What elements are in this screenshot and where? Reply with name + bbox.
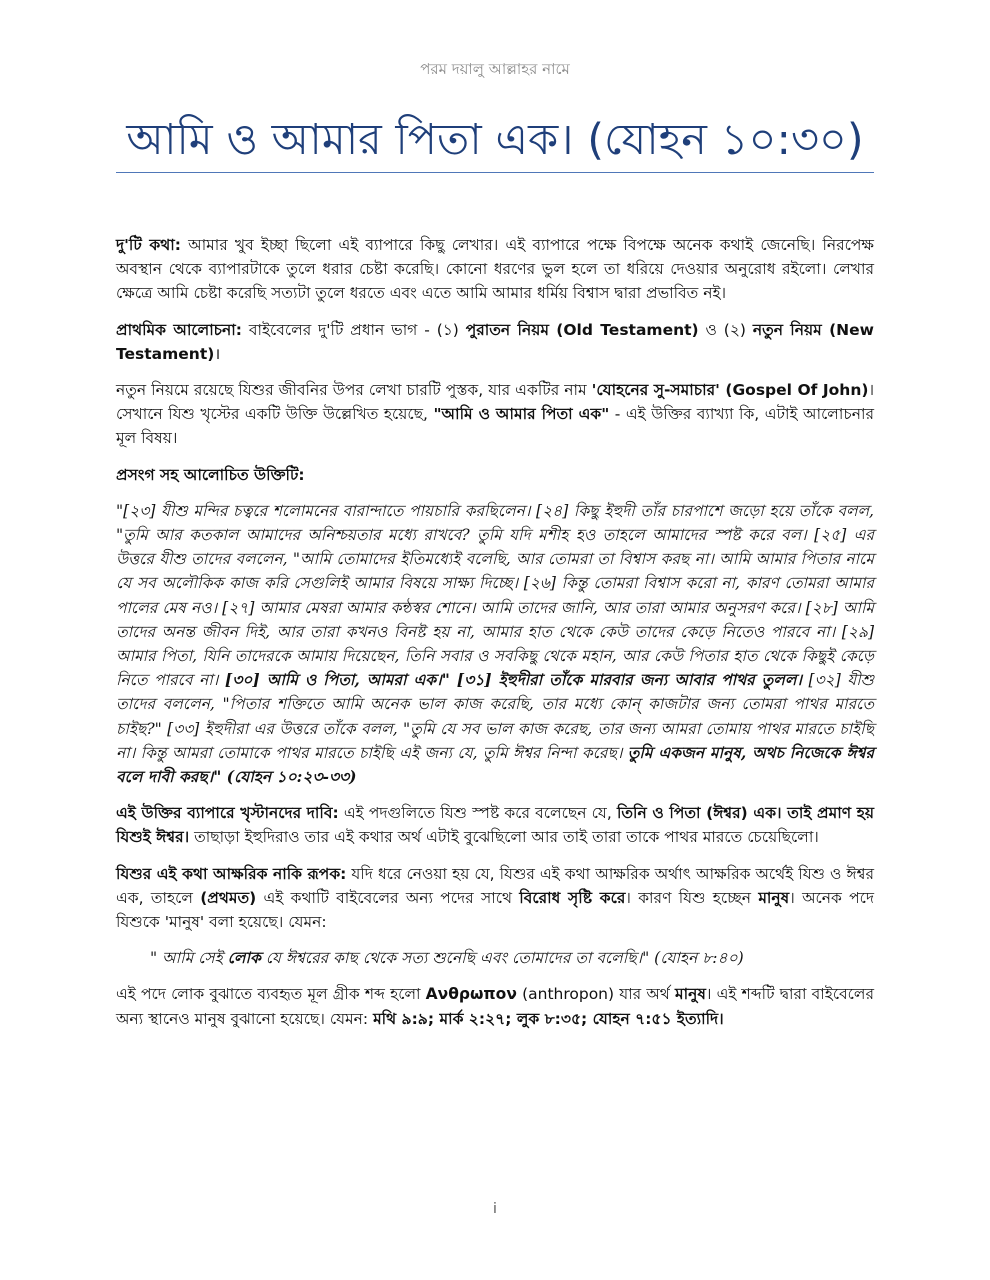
title-divider bbox=[116, 172, 874, 173]
text-span: । সেখানে যিশু খৃস্টের একটি উক্তি উল্লেখিত হয়েছে, bbox=[116, 381, 874, 424]
paragraph-label: প্রাথমিক আলোচনা: bbox=[116, 320, 242, 339]
text-span: - এই উক্তির ব্যাখ্যা কি, এটাই আলোচনার মূল বিষয়। bbox=[116, 405, 874, 448]
greek-word: Ανθρωπον bbox=[425, 985, 517, 1004]
paragraph-context-heading bbox=[116, 463, 874, 487]
scripture-quote-short bbox=[150, 946, 874, 970]
old-testament-label: পুরাতন নিয়ম (Old Testament) bbox=[465, 320, 699, 339]
paragraph-label: যিশুর এই কথা আক্ষরিক নাকি রূপক: bbox=[116, 864, 347, 883]
text-span: । এই শব্দটি দ্বারা বাইবেলের অন্য স্থানেও মানুষ বুঝানো হয়েছে। যেমন: bbox=[116, 985, 874, 1028]
text-span: (anthropon) যার অর্থ bbox=[516, 985, 675, 1004]
text-span: [৩২] যীশু তাদের বললেন, "পিতার শক্তিতে আমি অনেক ভাল কাজ করেছি, তার মধ্যে কোন্ কাজটার জন্য তোমরা পাথর মারতে চাইছ?" [৩৩] ইহুদীরা এর উত্তরে তাঁকে বলল, "তুমি যে সব ভাল কাজ করেছ, তার জন্য আমরা তোমায় পাথর মারতে চাইছি না। কিন্তু আমরা তোমাকে পাথর মারতে চাইছি এই জন্য যে, তুমি ঈশ্বর নিন্দা করেছ। bbox=[116, 671, 875, 762]
section-heading: প্রসংগ সহ আলোচিত উক্তিটি: bbox=[116, 465, 305, 484]
emphasis: (প্রথমত) bbox=[200, 888, 257, 907]
emphasis: মানুষ bbox=[758, 888, 790, 907]
page-title: আমি ও আমার পিতা এক। (যোহন ১০:৩০) bbox=[126, 115, 864, 165]
gospel-name: 'যোহনের সু-সমাচার' (Gospel Of John) bbox=[591, 381, 869, 400]
document-body bbox=[116, 233, 874, 1043]
text-span: । কারণ যিশু হচ্ছেন bbox=[625, 888, 759, 907]
emphasis: মানুষ bbox=[674, 985, 706, 1004]
text-span: নতুন নিয়মে রয়েছে যিশুর জীবনির উপর লেখা চারটি পুস্তক, যার একটির নাম bbox=[116, 381, 592, 400]
quote-emphasis: তুমি একজন মানুষ, অথচ নিজেকে ঈশ্বর বলে দাবী করছ।" (যোহন ১০:২৩-৩৩) bbox=[116, 742, 874, 787]
text-span: এই কথাটি বাইবেলের অন্য পদের সাথে bbox=[256, 888, 520, 907]
paragraph-label: এই উক্তির ব্যাপারে খৃস্টানদের দাবি: bbox=[116, 804, 339, 823]
paragraph-greek-word bbox=[116, 982, 874, 1030]
text-span: যদি ধরে নেওয়া হয় যে, যিশুর এই কথা আক্ষরিক অর্থাৎ আক্ষরিক অর্থেই যিশু ও ঈশ্বর এক, তাহলে bbox=[116, 864, 874, 907]
text-span: বাইবেলের দু'টি প্রধান ভাগ - (১) bbox=[242, 320, 466, 339]
emphasis: বিরোধ সৃষ্টি করে bbox=[519, 888, 626, 907]
references: মথি ৯:৯; মার্ক ২:২৭; লুক ৮:৩৫; যোহন ৭:৫১ ইত্যাদি। bbox=[373, 1009, 724, 1028]
paragraph-literal-or-metaphor bbox=[116, 862, 874, 935]
text-span: যে ঈশ্বরের কাছ থেকে সত্য শুনেছি এবং তোমাদের তা বলেছি।" (যোহন ৮:৪০) bbox=[260, 949, 744, 968]
text-span: " আমি সেই bbox=[150, 949, 228, 968]
paragraph-gospel bbox=[116, 378, 874, 451]
text-span: এই পদে লোক বুঝাতে ব্যবহৃত মূল গ্রীক শব্দ হলো bbox=[116, 985, 426, 1004]
key-quote: "আমি ও আমার পিতা এক" bbox=[433, 405, 610, 424]
paragraph-christian-claim bbox=[116, 801, 874, 849]
page-number: i bbox=[493, 1201, 497, 1217]
paragraph-text: আমার খুব ইচ্ছা ছিলো এই ব্যাপারে কিছু লেখার। এই ব্যাপারে পক্ষে বিপক্ষে অনেক কথাই জেনেছি। নিরপেক্ষ অবস্থান থেকে ব্যাপারটাকে তুলে ধরার চেষ্টা করেছি। কোনো ধরণের ভুল হলে তা ধরিয়ে দেওয়ার অনুরোধ রইলো। লেখার ক্ষেত্রে আমি চেষ্টা করেছি সত্যটা তুলে ধরতে এবং এতে আমি আমার ধর্মিয় বিশ্বাস দ্বারা প্রভাবিত নই। bbox=[116, 236, 874, 303]
emphasis: লোক bbox=[227, 948, 261, 968]
paragraph-label: দু'টি কথা: bbox=[116, 236, 181, 254]
paragraph-intro bbox=[116, 233, 874, 306]
claim-emphasis: তিনি ও পিতা (ঈশ্বর) এক। তাই প্রমাণ হয় যিশুই ঈশ্বর। bbox=[116, 804, 875, 847]
page-header: পরম দয়ালু আল্লাহর নামে bbox=[420, 60, 570, 78]
new-testament-label: নতুন নিয়ম (New Testament) bbox=[116, 320, 874, 363]
paragraph-preliminary bbox=[116, 318, 874, 366]
text-span: । অনেক পদে যিশুকে 'মানুষ' বলা হয়েছে। যেমন: bbox=[116, 888, 874, 932]
text-span: । bbox=[214, 344, 221, 363]
text-span: এই পদগুলিতে যিশু স্পষ্ট করে বলেছেন যে, bbox=[338, 804, 617, 823]
text-span: তাছাড়া ইহুদিরাও তার এই কথার অর্থ এটাই বুঝেছিলো আর তাই তারা তাকে পাথর মারতে চেয়েছিলো। bbox=[189, 828, 819, 847]
scripture-quote bbox=[116, 499, 874, 789]
quote-emphasis: [৩০] আমি ও পিতা, আমরা এক।" [৩১] ইহুদীরা তাঁকে মারবার জন্য আবার পাথর তুলল। bbox=[224, 670, 802, 690]
text-span: ও (২) bbox=[698, 320, 753, 339]
text-span: "[২৩] যীশু মন্দির চত্বরে শলোমনের বারান্দাতে পায়চারি করছিলেন। [২৪] কিছু ইহুদী তাঁর চারপাশে জড়ো হয়ে তাঁকে বলল, "তুমি আর কতকাল আমাদের অনিশ্চয়তার মধ্যে রাখবে? তুমি যদি মশীহ হও তাহলে আমাদের স্পষ্ট করে বল। [২৫] এর উত্তরে যীশু তাদের বললেন, "আমি তোমাদের ইতিমধ্যেই বলেছি, আর তোমরা তা বিশ্বাস করছ না। আমি আমার পিতার নামে যে সব অলৌকিক কাজ করি সেগুলিই আমার বিষয়ে সাক্ষ্য দিচ্ছে। [২৬] কিন্তু তোমরা বিশ্বাস করো না, কারণ তোমরা আমার পালের মেষ নও। [২৭] আমার মেষরা আমার কন্ঠস্বর শোনে। আমি তাদের জানি, আর তারা আমার অনুসরণ করে। [২৮] আমি তাদের অনন্ত জীবন দিই, আর তারা কখনও বিনষ্ট হয় না, আমার হাত থেকে কেউ তাদের কেড়ে নিতেও পারবে না। [২৯] আমার পিতা, যিনি তাদেরকে আমায় দিয়েছেন, তিনি সবার ও সবকিছু থেকে মহান, আর কেউ পিতার হাত থেকে কিছুই কেড়ে নিতে পারবে না। bbox=[116, 501, 874, 690]
